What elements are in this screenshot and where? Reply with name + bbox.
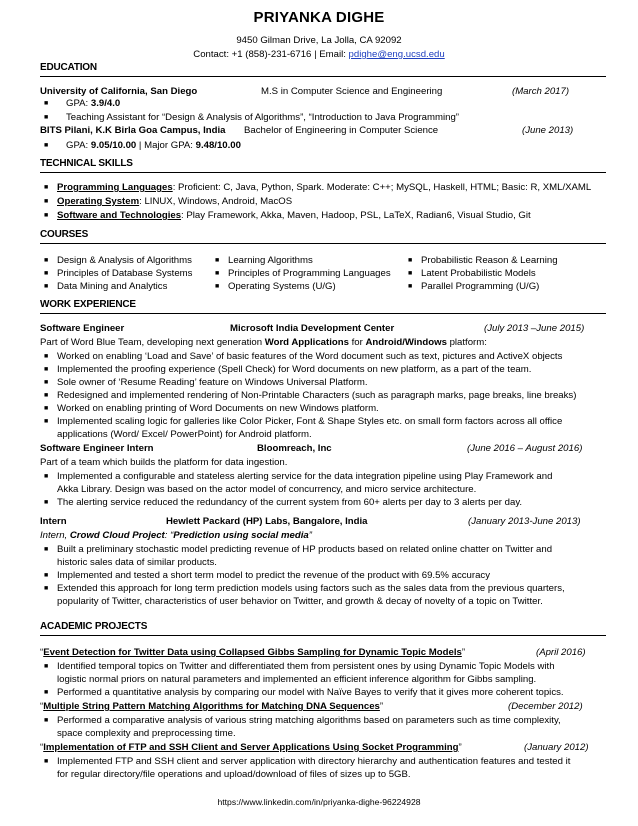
section-title-projects: ACADEMIC PROJECTS (40, 621, 148, 632)
hp-role: Intern (40, 516, 67, 527)
course-item: Parallel Programming (U/G) (421, 281, 540, 292)
hp-intro: Intern, Crowd Cloud Project: “Prediction using social media” (40, 530, 312, 541)
project3-title: “Implementation of FTP and SSH Client and Server Applications Using Socket Programming” (40, 742, 462, 753)
bullet-icon: ■ (44, 257, 49, 264)
bullet-icon: ■ (44, 418, 49, 425)
course-item: Learning Algorithms (228, 255, 313, 266)
project2-bullet: Performed a comparative analysis of various string matching algorithms based on parameters such as time complexity, (57, 715, 561, 726)
section-divider (40, 243, 606, 244)
bits-date: (June 2013) (522, 125, 574, 136)
bloom-role: Software Engineer Intern (40, 443, 154, 454)
course-item: Principles of Database Systems (57, 268, 193, 279)
bullet-icon: ■ (44, 585, 49, 592)
ms-bullet: Worked on enabling ‘Load and Save’ of basic features of the Word document such as text, pictures and ActiveX objects (57, 351, 563, 362)
bullet-icon: ■ (44, 663, 49, 670)
ms-bullet: Implemented scaling logic for galleries like Color Picker, Font & Shape Styles etc. on small form factors across all office (57, 416, 563, 427)
ms-bullet: Implemented the proofing experience (Spell Check) for Word documents on new platform, as a part of the team. (57, 364, 532, 375)
skill-os: Operating System: LINUX, Windows, Android, MacOS (57, 196, 293, 207)
ms-date: (July 2013 –June 2015) (484, 323, 585, 334)
email-link[interactable]: pdighe@eng.ucsd.edu (348, 49, 445, 60)
ms-role: Software Engineer (40, 323, 125, 334)
section-title-courses: COURSES (40, 229, 89, 240)
bullet-icon: ■ (44, 392, 49, 399)
bloom-bullet-cont: Akka Library. Design was based on the actor model of concurrency, and micro service architecture. (57, 484, 477, 495)
ucsd-gpa: 3.9/4.0 (90, 98, 121, 109)
bullet-icon: ■ (44, 184, 49, 191)
hp-date: (January 2013-June 2013) (468, 516, 581, 527)
bits-gpa-line: GPA: 9.05/10.00 | Major GPA: 9.48/10.00 (66, 140, 241, 151)
section-divider (40, 635, 606, 636)
bullet-icon: ■ (44, 717, 49, 724)
project2-date: (December 2012) (508, 701, 583, 712)
ucsd-degree: M.S in Computer Science and Engineering (261, 86, 443, 97)
ms-bullet: Worked on enabling printing of Word Documents on new Windows platform. (57, 403, 379, 414)
bullet-icon: ■ (44, 142, 49, 149)
ms-bullet: Sole owner of ‘Resume Reading’ feature on Windows Universal Platform. (57, 377, 368, 388)
bullet-icon: ■ (44, 353, 49, 360)
project1-bullet-cont: logistic normal priors on natural parameters and implemented an efficient inference algorithm for Gibbs sampling. (57, 674, 537, 685)
ucsd-date: (March 2017) (512, 86, 570, 97)
bullet-icon: ■ (44, 758, 49, 765)
ucsd-ta: Teaching Assistant for “Design & Analysis of Algorithms”, “Introduction to Java Programming” (66, 112, 459, 123)
candidate-name: PRIYANKA DIGHE (253, 9, 385, 26)
bloom-company: Bloomreach, Inc (257, 443, 332, 454)
linkedin-url[interactable]: https://www.linkedin.com/in/priyanka-dighe-96224928 (217, 797, 421, 807)
contact-prefix: Contact: +1 (858)-231-6716 | Email: (193, 49, 349, 60)
skill-software: Software and Technologies: Play Framework, Akka, Maven, Hadoop, PSL, LaTeX, Radian6, Visual Studio, Git (57, 210, 531, 221)
project1-date: (April 2016) (536, 647, 586, 658)
bullet-icon: ■ (44, 473, 49, 480)
bullet-icon: ■ (44, 283, 49, 290)
bloom-intro: Part of a team which builds the platform for data ingestion. (40, 457, 288, 468)
bloom-date: (June 2016 – August 2016) (467, 443, 583, 454)
section-divider (40, 172, 606, 173)
course-item: Operating Systems (U/G) (228, 281, 336, 292)
hp-bullet: Implemented and tested a short term model to predict the revenue of the product with 69.5% accuracy (57, 570, 491, 581)
bullet-icon: ■ (44, 114, 49, 121)
bits-gpa: 9.05/10.00 (90, 140, 137, 151)
course-item: Probabilistic Reason & Learning (421, 255, 558, 266)
bullet-icon: ■ (44, 198, 49, 205)
bullet-icon: ■ (44, 379, 49, 386)
ms-intro: Part of Word Blue Team, developing next generation Word Applications for Android/Windows platform: (40, 337, 487, 348)
bloom-bullet: The alerting service reduced the redundancy of the current system from 60+ alerts per day to 3 alerts per day. (57, 497, 523, 508)
bullet-icon: ■ (215, 257, 220, 264)
ms-company: Microsoft India Development Center (230, 323, 395, 334)
ucsd-school: University of California, San Diego (40, 86, 198, 97)
course-item: Design & Analysis of Algorithms (57, 255, 192, 266)
section-divider (40, 313, 606, 314)
bullet-icon: ■ (44, 689, 49, 696)
project1-bullet: Performed a quantitative analysis by comparing our model with Naïve Bayes to verify that it gives more coherent topics. (57, 687, 564, 698)
contact-line (0, 49, 638, 60)
bullet-icon: ■ (44, 270, 49, 277)
bullet-icon: ■ (44, 212, 49, 219)
skill-programming: Programming Languages: Proficient: C, Java, Python, Spark. Moderate: C++; MySQL, Haskell, HTML; Basic: R, XML/XAML (57, 182, 592, 193)
bullet-icon: ■ (215, 283, 220, 290)
course-item: Latent Probabilistic Models (421, 268, 536, 279)
project3-bullet: Implemented FTP and SSH client and server application with directory hierarchy and authentication features and tested it (57, 756, 571, 767)
bullet-icon: ■ (408, 257, 413, 264)
section-title-skills: TECHNICAL SKILLS (40, 158, 133, 169)
project1-title: “Event Detection for Twitter Data using Collapsed Gibbs Sampling for Dynamic Topic Models” (40, 647, 466, 658)
project2-bullet-cont: space complexity and preprocessing time. (57, 728, 236, 739)
hp-bullet-cont: popularity of Twitter, characteristics of user behavior on Twitter, and growth & decay of novelty of a topic on Twitter. (57, 596, 543, 607)
bullet-icon: ■ (408, 283, 413, 290)
bits-school: BITS Pilani, K.K Birla Goa Campus, India (40, 125, 226, 136)
hp-bullet-cont: historic sales data of similar products. (57, 557, 217, 568)
ms-bullet-cont: applications (Word/ Excel/ PowerPoint) for Android platform. (57, 429, 312, 440)
course-item: Principles of Programming Languages (228, 268, 391, 279)
bullet-icon: ■ (44, 100, 49, 107)
bloom-bullet: Implemented a configurable and stateless alerting service for the data integration pipeline using Play Framework and (57, 471, 553, 482)
section-divider (40, 76, 606, 77)
ms-bullet: Redesigned and implemented rendering of Non-Printable Characters (such as paragraph marks, page breaks, line breaks) (57, 390, 577, 401)
section-title-work: WORK EXPERIENCE (40, 299, 136, 310)
project1-bullet: Identified temporal topics on Twitter and differentiated them from persistent ones by using Dynamic Topic Models with (57, 661, 555, 672)
hp-company: Hewlett Packard (HP) Labs, Bangalore, India (166, 516, 368, 527)
address: 9450 Gilman Drive, La Jolla, CA 92092 (236, 35, 402, 46)
bullet-icon: ■ (215, 270, 220, 277)
bullet-icon: ■ (44, 572, 49, 579)
bits-major-gpa: 9.48/10.00 (195, 140, 241, 151)
course-item: Data Mining and Analytics (57, 281, 168, 292)
ucsd-gpa-line: GPA: 3.9/4.0 (66, 98, 121, 109)
section-title-education: EDUCATION (40, 62, 97, 73)
hp-bullet: Extended this approach for long term prediction models using factors such as the sales data from the previous quarters, (57, 583, 565, 594)
bits-degree: Bachelor of Engineering in Computer Science (244, 125, 439, 136)
project3-date: (January 2012) (524, 742, 589, 753)
hp-bullet: Built a preliminary stochastic model predicting revenue of HP products based on related online chatter on Twitter and (57, 544, 553, 555)
project3-bullet-cont: for regular directory/file operations and upload/download of files of sizes up to 5GB. (57, 769, 411, 780)
bullet-icon: ■ (44, 366, 49, 373)
project2-title: “Multiple String Pattern Matching Algorithms for Matching DNA Sequences” (40, 701, 384, 712)
bullet-icon: ■ (408, 270, 413, 277)
bullet-icon: ■ (44, 499, 49, 506)
bullet-icon: ■ (44, 405, 49, 412)
bullet-icon: ■ (44, 546, 49, 553)
